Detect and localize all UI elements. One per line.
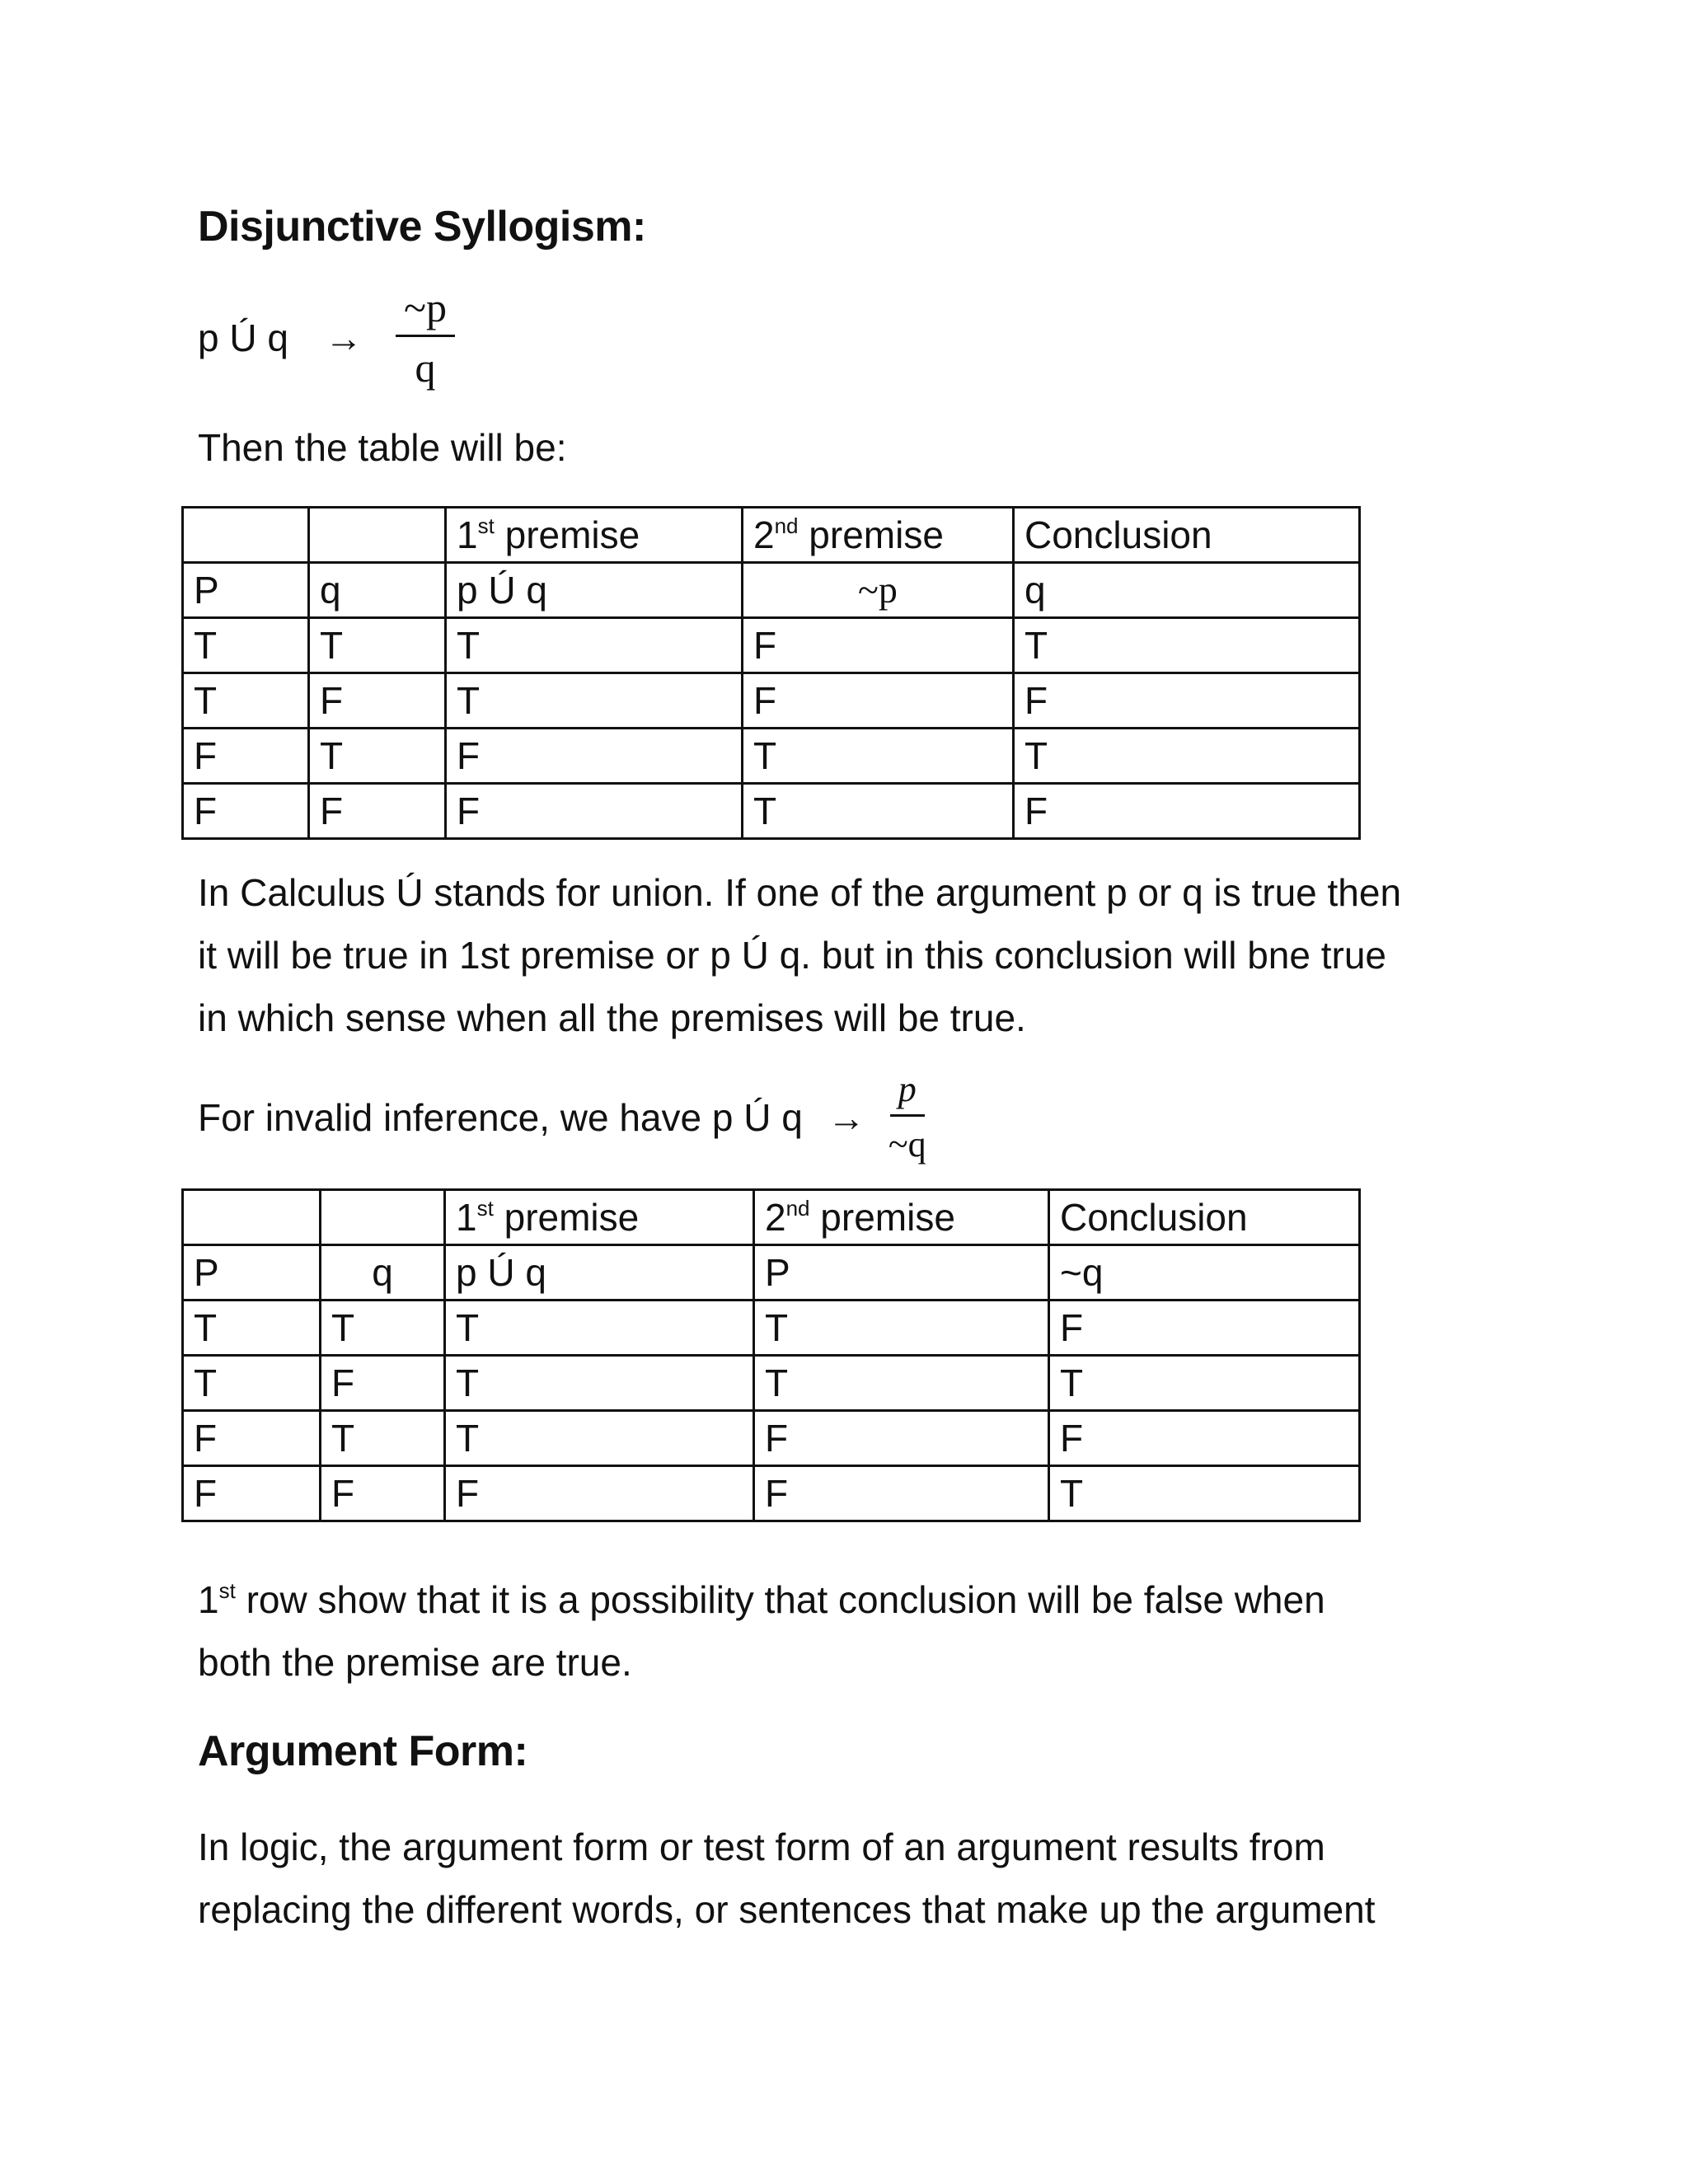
table-cell: p Ú q bbox=[446, 563, 743, 618]
fraction-numerator: ~p bbox=[396, 287, 455, 337]
table-cell: T bbox=[1014, 618, 1360, 673]
heading-argument-form: Argument Form: bbox=[198, 1727, 528, 1775]
table-row bbox=[183, 1356, 1360, 1411]
table-cell: T bbox=[183, 673, 309, 729]
implies-arrow-icon: → bbox=[324, 316, 363, 359]
paragraph-calculus: In Calculus Ú stands for union. If one of the argument p or q is true then it will be true in 1st premise or p Ú q. but in this conclusion will bne true in which sense when all the premises will be true. bbox=[198, 871, 1402, 1039]
table-variable-row bbox=[183, 563, 1360, 618]
table-variable-row bbox=[183, 1245, 1360, 1301]
table-cell bbox=[321, 1190, 445, 1245]
table-cell: T bbox=[445, 1411, 754, 1466]
table-cell: F bbox=[1014, 784, 1360, 839]
header-conclusion: Conclusion bbox=[1014, 508, 1360, 563]
table-intro: Then the table will be: bbox=[198, 426, 567, 469]
table-cell: ~q bbox=[1049, 1245, 1360, 1301]
table-cell: p Ú q bbox=[445, 1245, 754, 1301]
table-cell bbox=[309, 508, 446, 563]
table-cell: P bbox=[754, 1245, 1049, 1301]
fraction-denominator: ~q bbox=[888, 1124, 926, 1165]
table-cell: F bbox=[1049, 1301, 1360, 1356]
table-row bbox=[183, 1411, 1360, 1466]
table-cell: F bbox=[445, 1466, 754, 1521]
table-cell: T bbox=[446, 673, 743, 729]
table-cell: T bbox=[183, 1356, 321, 1411]
table-cell: F bbox=[754, 1466, 1049, 1521]
table-cell: T bbox=[743, 729, 1014, 784]
header-first-premise: 1st premise bbox=[445, 1190, 754, 1245]
table-cell: q bbox=[1014, 563, 1360, 618]
table-cell: F bbox=[743, 673, 1014, 729]
table-cell: F bbox=[754, 1411, 1049, 1466]
table-cell: T bbox=[1049, 1466, 1360, 1521]
table-cell: F bbox=[321, 1466, 445, 1521]
implies-arrow-icon: → bbox=[827, 1095, 865, 1139]
table-cell: F bbox=[183, 1411, 321, 1466]
table-cell: ~p bbox=[743, 563, 1014, 618]
table-cell: T bbox=[183, 1301, 321, 1356]
table-row bbox=[183, 1466, 1360, 1521]
formula-invalid bbox=[198, 1071, 926, 1163]
table-row bbox=[183, 618, 1360, 673]
table-header-row bbox=[183, 508, 1360, 563]
header-second-premise: 2nd premise bbox=[754, 1190, 1049, 1245]
table-cell: T bbox=[321, 1411, 445, 1466]
table-cell: T bbox=[321, 1301, 445, 1356]
table-cell: q bbox=[309, 563, 446, 618]
table-header-row bbox=[183, 1190, 1360, 1245]
table-cell: F bbox=[446, 729, 743, 784]
table-cell bbox=[183, 1190, 321, 1245]
table-cell: T bbox=[754, 1356, 1049, 1411]
table-cell: T bbox=[183, 618, 309, 673]
table-cell: T bbox=[309, 618, 446, 673]
table-cell: T bbox=[1049, 1356, 1360, 1411]
fraction bbox=[889, 1071, 926, 1163]
table-cell: F bbox=[309, 673, 446, 729]
table-cell: q bbox=[321, 1245, 445, 1301]
table-cell: F bbox=[1014, 673, 1360, 729]
table-row bbox=[183, 673, 1360, 729]
table-cell: T bbox=[445, 1356, 754, 1411]
paragraph-argument-form: In logic, the argument form or test form of an argument results from replacing the different words, or sentences that make up the argument bbox=[198, 1825, 1376, 1931]
table-cell: P bbox=[183, 1245, 321, 1301]
header-second-premise: 2nd premise bbox=[743, 508, 1014, 563]
table-row bbox=[183, 1301, 1360, 1356]
table-cell: F bbox=[1049, 1411, 1360, 1466]
invalid-intro: For invalid inference, we have p Ú q bbox=[198, 1095, 803, 1139]
formula-lhs: p Ú q bbox=[198, 316, 288, 359]
header-first-premise: 1st premise bbox=[446, 508, 743, 563]
table-cell: T bbox=[743, 784, 1014, 839]
truth-table-invalid bbox=[181, 1188, 1361, 1522]
fraction-denominator: q bbox=[415, 344, 436, 391]
header-conclusion: Conclusion bbox=[1049, 1190, 1360, 1245]
table-cell: T bbox=[446, 618, 743, 673]
table-cell: F bbox=[446, 784, 743, 839]
table-cell: F bbox=[183, 1466, 321, 1521]
truth-table-valid bbox=[181, 506, 1361, 840]
table-cell bbox=[183, 508, 309, 563]
formula-disjunctive bbox=[198, 284, 455, 391]
table-row bbox=[183, 784, 1360, 839]
fraction bbox=[396, 284, 455, 391]
fraction-numerator: p bbox=[890, 1071, 925, 1117]
table-cell: T bbox=[754, 1301, 1049, 1356]
table-cell: T bbox=[445, 1301, 754, 1356]
table-cell: P bbox=[183, 563, 309, 618]
heading-disjunctive-syllogism: Disjunctive Syllogism: bbox=[198, 203, 646, 251]
table-cell: F bbox=[183, 729, 309, 784]
table-cell: F bbox=[309, 784, 446, 839]
table-cell: T bbox=[1014, 729, 1360, 784]
table-cell: T bbox=[309, 729, 446, 784]
table-cell: F bbox=[743, 618, 1014, 673]
table-cell: F bbox=[321, 1356, 445, 1411]
paragraph-first-row: 1st row show that it is a possibility that conclusion will be false when both the premise are true. bbox=[198, 1578, 1325, 1684]
table-cell: F bbox=[183, 784, 309, 839]
table-row bbox=[183, 729, 1360, 784]
